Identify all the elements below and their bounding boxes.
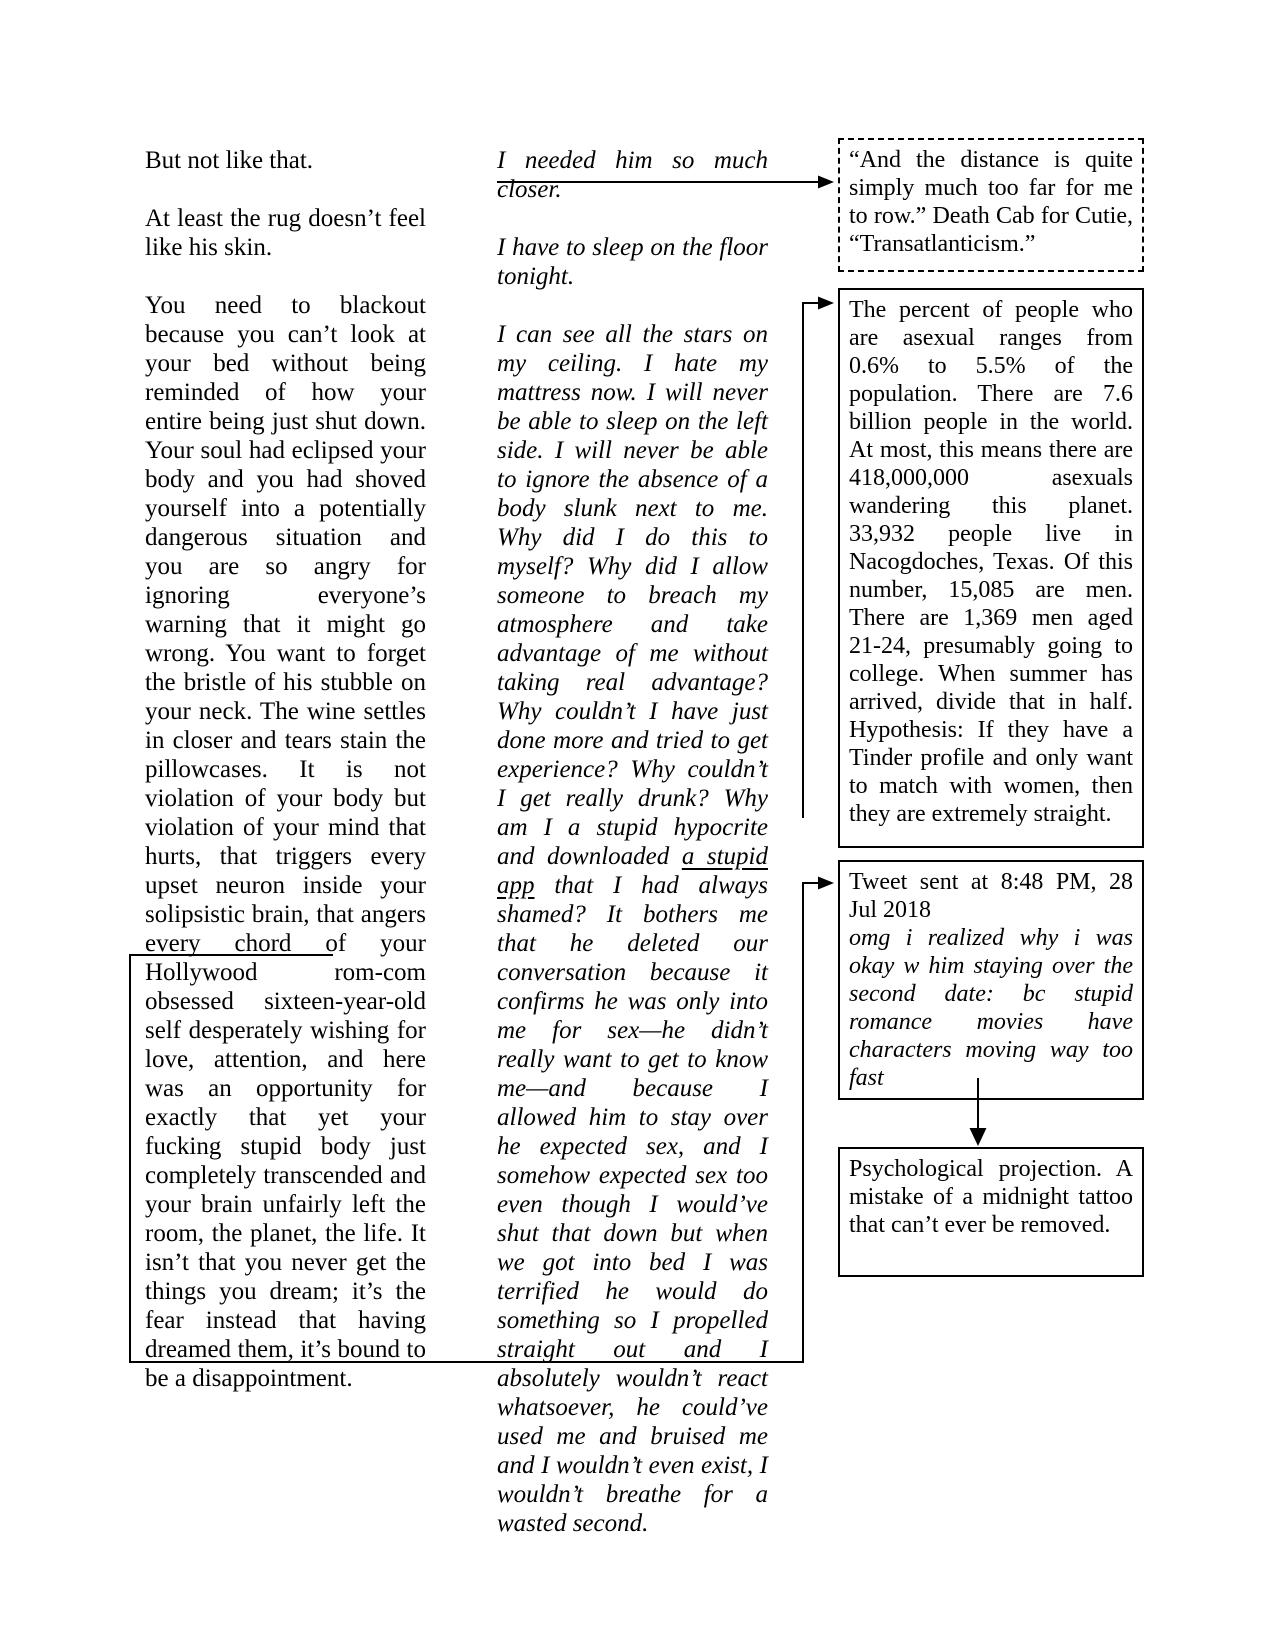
left-paragraph-3: You need to blackout because you can’t look at your bed without being reminded of how your entire being just shut down. Your soul had eclipsed your body and you had shoved yourself into a potentially dangerous situation and you are so angry for ignoring everyone’s warning that it might go wrong. You want to forget the bristle of his stubble on your neck. The wine settles in closer and tears stain the pillowcases. It is not violation of your body but violation of your mind that hurts, that triggers every upset neuron inside your solipsistic brain, that angers every chord of your Hollywood rom-com obsessed sixteen-year-old self desperately wishing for love, attention, and here was an opportunity for exactly that yet your fucking stupid body just completely transcended and your brain unfairly left the room, the planet, the life. It isn’t that you never get the things you dream; it’s the fear instead that having dreamed them, it’s bound to be a disappointment. — [145, 292, 426, 1392]
middle-paragraph-2: I have to sleep on the floor tonight. — [497, 234, 768, 290]
tweet-box — [838, 860, 1144, 1100]
callout-stupid-app-line — [803, 303, 820, 818]
arrowhead-to-stats-box — [818, 297, 834, 310]
middle-column — [497, 146, 768, 1567]
middle-paragraph-3 — [497, 320, 768, 1538]
lyric-quote-box — [838, 138, 1144, 272]
middle-paragraph-3-text-after: that I had always shamed? It bothers me that he deleted our conversation because it confirms he was only into me for sex—he didn’t really want to get to know me—and because I allowed him to stay over he expected sex, and I somehow expected sex too even though I would’ve shut that down but when we got into bed I was terrified he would do something so I propelled straight out and I absolutely wouldn’t react whatsoever, he could’ve used me and bruised me and I wouldn’t even exist, I wouldn’t breathe for a wasted second. — [497, 872, 768, 1537]
left-column — [145, 146, 426, 1422]
tweet-body-text: omg i realized why i was okay w him staying over the second date: bc stupid romance movies have characters moving way too fast — [849, 925, 1133, 1091]
underlined-phrase-stupid-app: a stupid app — [497, 843, 769, 899]
arrowhead-to-lyric-box — [818, 176, 834, 189]
projection-text: Psychological projection. A mistake of a midnight tattoo that can’t ever be removed. — [849, 1156, 1133, 1238]
lyric-quote-text: “And the distance is quite simply much too far for me to row.” Death Cab for Cutie, “Transatlanticism.” — [849, 147, 1133, 257]
left-paragraph-2: At least the rug doesn’t feel like his skin. — [145, 205, 426, 261]
middle-paragraph-1-underlined-lyric: I needed him so much closer. — [497, 147, 768, 203]
left-paragraph-1: But not like that. — [145, 147, 314, 174]
middle-paragraph-3-text-before: I can see all the stars on my ceiling. I hate my mattress now. I will never be able to sleep on the left side. I will never be able to ignore the absence of a body slunk next to me. Why did I do this to myself? Why did I allow someone to breach my atmosphere and take advantage of me without taking real advantage? Why couldn’t I have just done more and tried to get experience? Why couldn’t I get really drunk? Why am I a stupid hypocrite and downloaded — [497, 321, 768, 870]
tweet-timestamp: Tweet sent at 8:48 PM, 28 Jul 2018 — [849, 869, 1133, 923]
arrowhead-to-projection-box — [970, 1128, 987, 1146]
asexual-statistics-text: The percent of people who are asexual ranges from 0.6% to 5.5% of the population. There are 7.6 billion people in the world. At most, this means there are 418,000,000 asexuals wandering this planet. 33,932 people live in Nacogdoches, Texas. Of this number, 15,085 are men. There are 1,369 men aged 21-24, presumably going to college. When summer has arrived, divide that in half. Hypothesis: If they have a Tinder profile and only want to match with women, then they are extremely straight. — [849, 297, 1133, 827]
arrowhead-to-tweet-box — [818, 877, 834, 890]
projection-box — [838, 1147, 1144, 1277]
asexual-statistics-box — [838, 288, 1144, 848]
